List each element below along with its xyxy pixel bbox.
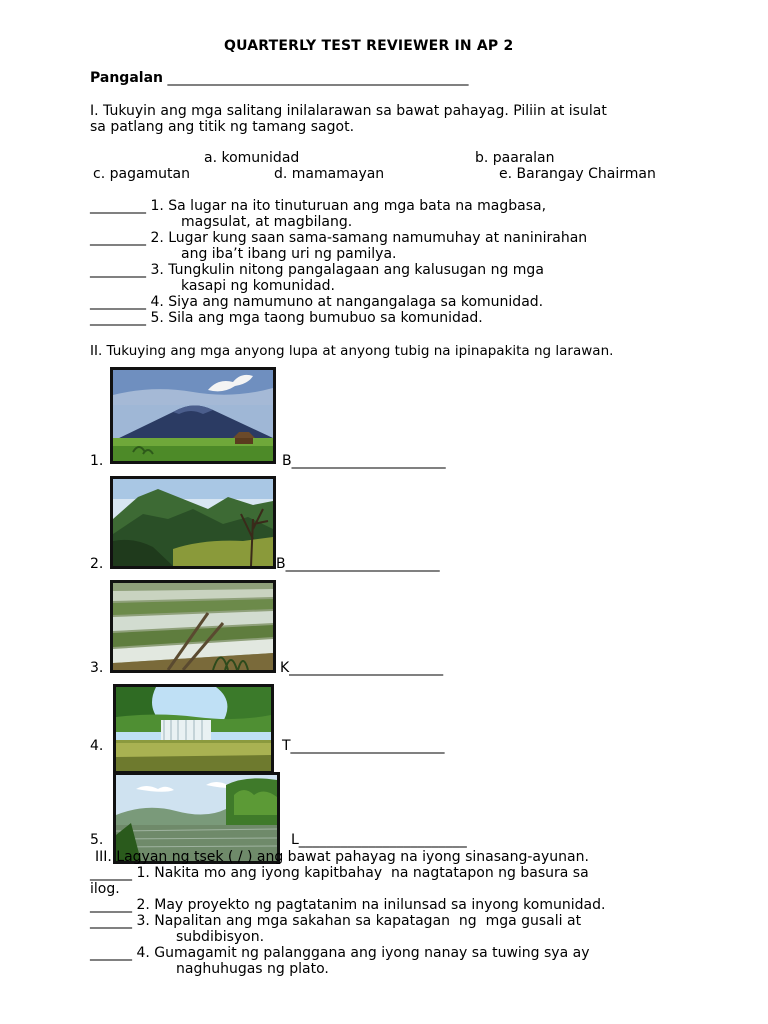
- part2-item-4-answer[interactable]: T______________________: [282, 738, 445, 754]
- name-blank[interactable]: ___________________________________________: [167, 70, 469, 86]
- part1-item-2-cont: ang iba’t ibang uri ng pamilya.: [181, 246, 397, 262]
- part3-instruction: III. Lagyan ng tsek ( / ) ang bawat pahayag na iyong sinasang-ayunan.: [95, 849, 589, 865]
- part1-item-1[interactable]: ________ 1. Sa lugar na ito tinuturuan ang mga bata na magbasa,: [90, 198, 547, 214]
- part2-item-1-answer[interactable]: B______________________: [282, 453, 446, 469]
- choice-a: a. komunidad: [204, 150, 300, 166]
- part1-item-3-cont: kasapi ng komunidad.: [181, 278, 335, 294]
- part3-item-4[interactable]: ______ 4. Gumagamit ng palanggana ang iyong nanay sa tuwing sya ay: [90, 945, 590, 961]
- part1-item-4[interactable]: ________ 4. Siya ang namumuno at nangangalaga sa komunidad.: [90, 294, 544, 310]
- part1-item-3[interactable]: ________ 3. Tungkulin nitong pangalagaan ang kalusugan ng mga: [90, 262, 544, 278]
- part2-item-3-number: 3.: [90, 660, 104, 676]
- rice-terraces-picture: [110, 580, 276, 673]
- choice-e: e. Barangay Chairman: [499, 166, 656, 182]
- part2-item-2-answer[interactable]: B______________________: [276, 556, 440, 572]
- part3-item-1-cont: ilog.: [90, 881, 120, 897]
- part3-item-2[interactable]: ______ 2. May proyekto ng pagtatanim na inilunsad sa inyong komunidad.: [90, 897, 606, 913]
- part1-instruction-line2: sa patlang ang titik ng tamang sagot.: [90, 119, 355, 135]
- choice-c: c. pagamutan: [93, 166, 190, 182]
- part2-item-5-number: 5.: [90, 832, 104, 848]
- part3-item-1[interactable]: ______ 1. Nakita mo ang iyong kapitbahay na nagtatapon ng basura sa: [90, 865, 589, 881]
- part3-item-4-cont: naghuhugas ng plato.: [176, 961, 329, 977]
- choice-d: d. mamamayan: [274, 166, 385, 182]
- name-row: [90, 70, 468, 86]
- page-title: QUARTERLY TEST REVIEWER IN AP 2: [224, 38, 514, 54]
- part2-item-3-answer[interactable]: K______________________: [280, 660, 444, 676]
- part1-item-5[interactable]: ________ 5. Sila ang mga taong bumubuo sa komunidad.: [90, 310, 483, 326]
- part3-item-3-cont: subdibisyon.: [176, 929, 265, 945]
- part1-item-2[interactable]: ________ 2. Lugar kung saan sama-samang namumuhay at naninirahan: [90, 230, 588, 246]
- volcano-picture: [110, 367, 276, 464]
- part2-item-5-answer[interactable]: L________________________: [291, 832, 467, 848]
- part1-instruction-line1: I. Tukuyin ang mga salitang inilalarawan sa bawat pahayag. Piliin at isulat: [90, 103, 607, 119]
- name-label: Pangalan: [90, 70, 163, 86]
- choice-b: b. paaralan: [475, 150, 555, 166]
- part1-item-1-cont: magsulat, at magbilang.: [181, 214, 353, 230]
- part3-item-3[interactable]: ______ 3. Napalitan ang mga sakahan sa kapatagan ng mga gusali at: [90, 913, 582, 929]
- part2-instruction: II. Tukuying ang mga anyong lupa at anyong tubig na ipinapakita ng larawan.: [90, 343, 614, 359]
- part2-item-1-number: 1.: [90, 453, 104, 469]
- part2-item-4-number: 4.: [90, 738, 104, 754]
- mountain-picture: [110, 476, 276, 569]
- waterfall-picture: [113, 684, 274, 774]
- part2-item-2-number: 2.: [90, 556, 104, 572]
